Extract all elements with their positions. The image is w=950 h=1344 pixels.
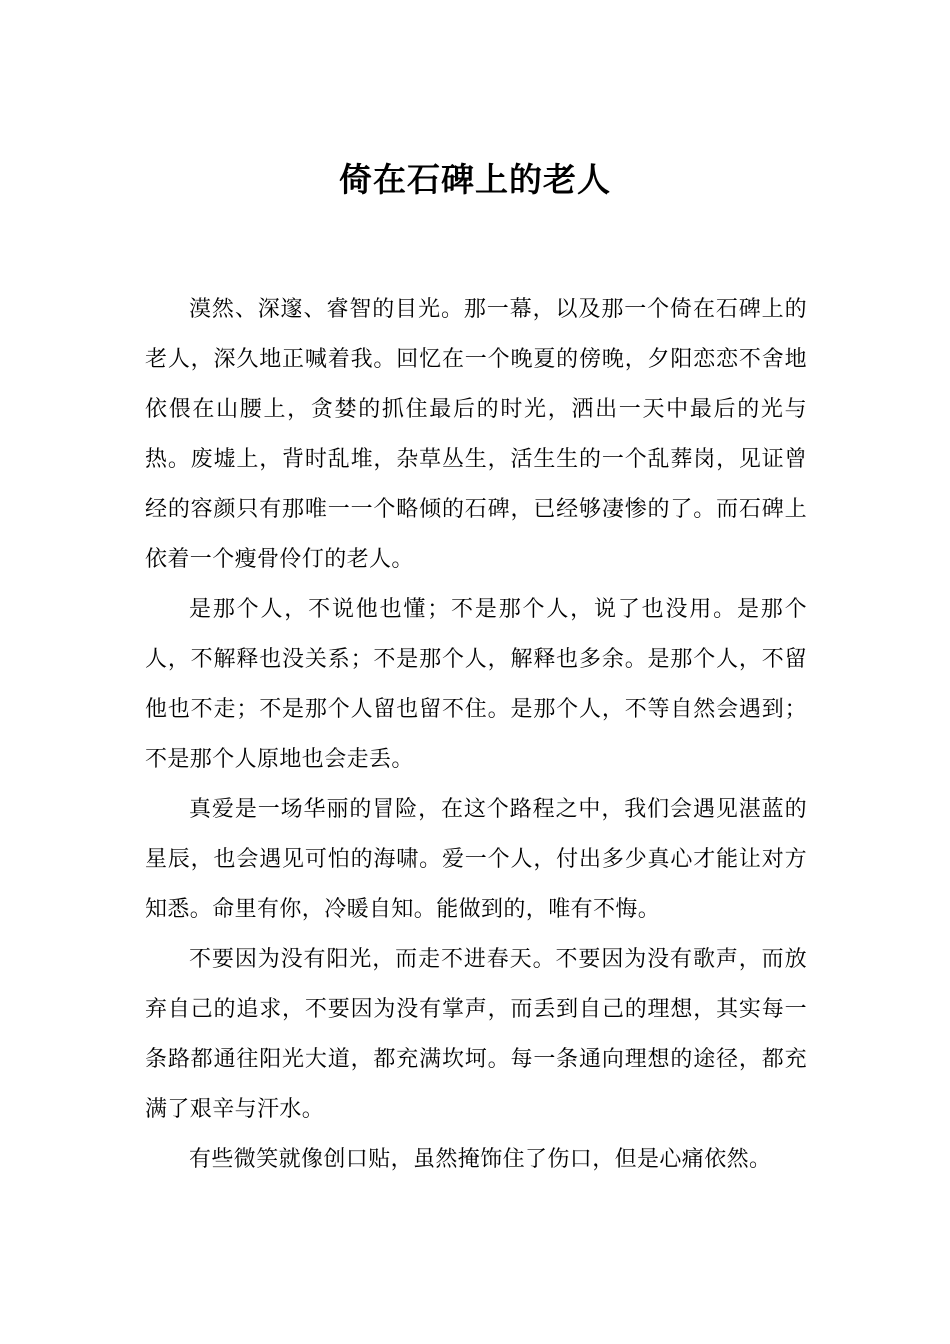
paragraph-4: 不要因为没有阳光，而走不进春天。不要因为没有歌声，而放弃自己的追求，不要因为没有掌声，而丢到自己的理想，其实每一条路都通往阳光大道，都充满坎坷。每一条通向理想的途径，都充满了艰辛与汗水。 [145, 947, 807, 1122]
paragraph-5: 有些微笑就像创口贴，虽然掩饰住了伤口，但是心痛依然。 [189, 1147, 772, 1172]
paragraph-1: 漠然、深邃、睿智的目光。那一幕，以及那一个倚在石碑上的老人，深久地正喊着我。回忆在一个晚夏的傍晚，夕阳恋恋不舍地依偎在山腰上，贪婪的抓住最后的时光，洒出一天中最后的光与热。废墟上，背时乱堆，杂草丛生，活生生的一个乱葬岗，见证曾经的容颜只有那唯一一个略倾的石碑，已经够凄惨的了。而石碑上依着一个瘦骨伶仃的老人。 [145, 297, 807, 572]
document-body [145, 285, 807, 1185]
document-title: 倚在石碑上的老人 [339, 160, 611, 199]
paragraph-3: 真爱是一场华丽的冒险，在这个路程之中，我们会遇见湛蓝的星辰，也会遇见可怕的海啸。爱一个人，付出多少真心才能让对方知悉。命里有你，冷暖自知。能做到的，唯有不悔。 [145, 797, 807, 922]
paragraph-2: 是那个人，不说他也懂；不是那个人，说了也没用。是那个人，不解释也没关系；不是那个人，解释也多余。是那个人，不留他也不走；不是那个人留也留不住。是那个人，不等自然会遇到；不是那个人原地也会走丢。 [145, 597, 807, 772]
